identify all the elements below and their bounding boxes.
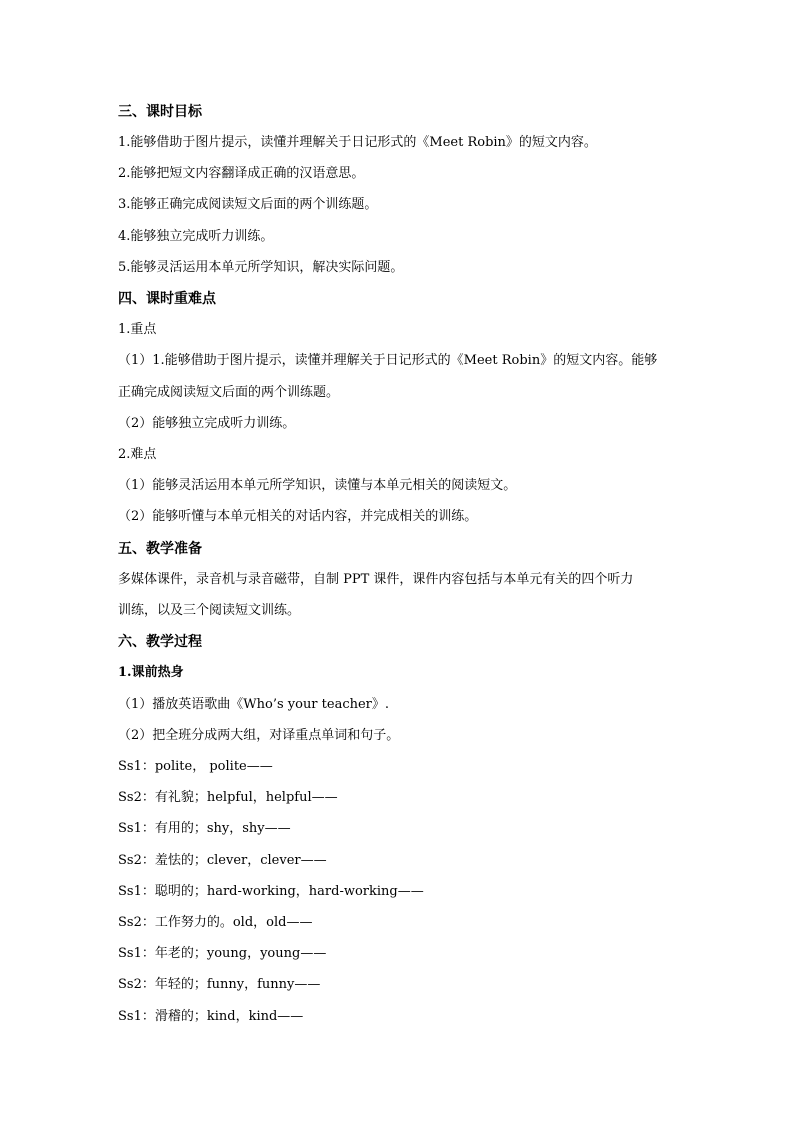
heading-key-points: 四、课时重难点 bbox=[118, 291, 216, 307]
objective-1: 1.能够借助于图片提示，读懂并理解关于日记形式的《Meet Robin》的短文内容。 bbox=[118, 135, 597, 150]
difficulty-1: （1）能够灵活运用本单元所学知识，读懂与本单元相关的阅读短文。 bbox=[118, 478, 517, 493]
subheading-warmup: 1.课前热身 bbox=[118, 665, 184, 680]
difficulty-2: （2）能够听懂与本单元相关的对话内容，并完成相关的训练。 bbox=[118, 509, 478, 524]
heading-process: 六、教学过程 bbox=[118, 634, 202, 650]
objective-4: 4.能够独立完成听力训练。 bbox=[118, 229, 274, 244]
objective-5: 5.能够灵活运用本单元所学知识，解决实际问题。 bbox=[118, 260, 404, 275]
dialogue-line: Ss2：年轻的；funny，funny—— bbox=[118, 977, 321, 992]
heading-objectives: 三、课时目标 bbox=[118, 104, 202, 120]
key-point-1-line-2: 正确完成阅读短文后面的两个训练题。 bbox=[118, 385, 340, 400]
key-point-label: 1.重点 bbox=[118, 322, 157, 337]
dialogue-line: Ss1：polite， polite—— bbox=[118, 759, 273, 774]
objective-2: 2.能够把短文内容翻译成正确的汉语意思。 bbox=[118, 166, 365, 181]
dialogue-line: Ss1：聪明的；hard-working，hard-working—— bbox=[118, 884, 424, 899]
dialogue-line: Ss2：有礼貌；helpful，helpful—— bbox=[118, 790, 338, 805]
dialogue-line: Ss1：滑稽的；kind，kind—— bbox=[118, 1009, 304, 1024]
difficulty-label: 2.难点 bbox=[118, 447, 157, 462]
dialogue-line: Ss2：工作努力的。old，old—— bbox=[118, 915, 313, 930]
warmup-step-2: （2）把全班分成两大组，对译重点单词和句子。 bbox=[118, 728, 400, 743]
dialogue-line: Ss1：年老的；young，young—— bbox=[118, 946, 327, 961]
dialogue-line: Ss2：羞怯的；clever，clever—— bbox=[118, 853, 327, 868]
preparation-line-1: 多媒体课件，录音机与录音磁带，自制 PPT 课件，课件内容包括与本单元有关的四个听力 bbox=[118, 572, 634, 587]
key-point-1-line-1: （1）1.能够借助于图片提示，读懂并理解关于日记形式的《Meet Robin》的短文内容。能够 bbox=[118, 353, 658, 368]
objective-3: 3.能够正确完成阅读短文后面的两个训练题。 bbox=[118, 197, 378, 212]
heading-preparation: 五、教学准备 bbox=[118, 541, 202, 557]
key-point-2: （2）能够独立完成听力训练。 bbox=[118, 416, 296, 431]
preparation-line-2: 训练，以及三个阅读短文训练。 bbox=[118, 603, 301, 618]
warmup-step-1: （1）播放英语歌曲《Who’s your teacher》. bbox=[118, 697, 390, 712]
dialogue-line: Ss1：有用的；shy，shy—— bbox=[118, 821, 291, 836]
